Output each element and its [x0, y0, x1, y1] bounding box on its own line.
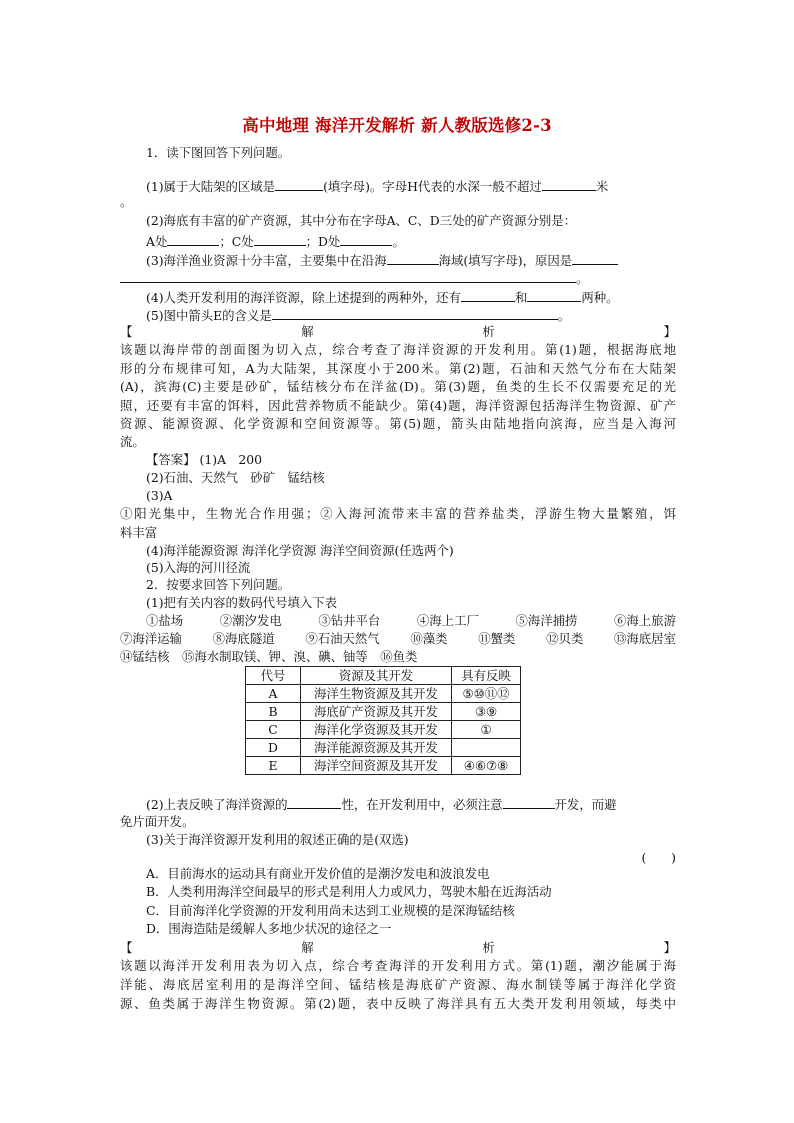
q2-part3: (3)关于海洋资源开发利用的叙述正确的是(双选) [146, 832, 409, 847]
q2-part2-text-b: 性，在开发利用中，必须注意 [341, 797, 503, 812]
q2-analysis-char-xi: 析 [482, 940, 495, 955]
q2-option-b: B．人类利用海洋空间最早的形式是利用人力或风力，驾驶木船在近海活动 [146, 884, 552, 899]
table-cell-code: C [246, 721, 301, 739]
q2-item-11: ⑪蟹类 [478, 631, 516, 646]
table-cell-reflect [452, 739, 521, 757]
q2-item-12: ⑫贝类 [546, 631, 584, 646]
q1-part3-text-b: 海域(填写字母)，原因是 [438, 253, 573, 268]
q1-part1-text-a: (1)属于大陆架的区域是 [146, 179, 276, 194]
q1-blank-arrow-e [272, 307, 558, 320]
q1-part2-blanks [146, 233, 676, 250]
q2-intro: 2．按要求回答下列问题。 [146, 577, 291, 592]
q1-part2-d-label: ；D处 [305, 234, 341, 249]
q2-item-8: ⑧海底隧道 [212, 631, 275, 646]
table-cell-code: D [246, 739, 301, 757]
table-cell-reflect: ⑤⑩⑪⑫ [452, 685, 521, 703]
q1-answer-3-reason-1: ①阳光集中，生物光合作用强；②入海河流带来丰富的营养盐类，浮游生物大量繁殖，饵 [120, 506, 676, 521]
q2-option-c: C．目前海洋化学资源的开发利用尚未达到工业规模的是深海锰结核 [146, 903, 515, 918]
q2-analysis-char-jie: 解 [301, 940, 314, 955]
table-cell-reflect: ④⑥⑦⑧ [452, 757, 521, 775]
q2-option-d: D．围海造陆是缓解人多地少状况的途径之一 [146, 921, 392, 936]
q1-part2-a-label: A处 [146, 234, 168, 249]
q2-option-a: A．目前海水的运动具有商业开发价值的是潮汐发电和波浪发电 [146, 866, 490, 881]
q1-part4-text-b: 和 [514, 290, 528, 305]
table-cell-code: B [246, 703, 301, 721]
table-row [246, 685, 521, 703]
q2-item-3: ③钻井平台 [318, 613, 381, 628]
q2-item-1: ①盐场 [146, 613, 184, 628]
resource-table [245, 666, 521, 775]
q1-blank-depth [542, 178, 596, 191]
q1-intro: 1．读下图回答下列问题。 [146, 145, 291, 160]
q1-analysis-line-5: 资源、能源资源、化学资源和空间资源等。第(5)题，箭头由陆地指向滨海，应当是入海河 [120, 416, 676, 431]
q1-part1-text-c: 米 [595, 179, 609, 194]
table-cell-resource: 海底矿产资源及其开发 [301, 703, 452, 721]
table-cell-resource: 海洋化学资源及其开发 [301, 721, 452, 739]
q1-blank-resource-2 [527, 289, 581, 302]
table-row [246, 757, 521, 775]
q1-blank-continental-shelf [275, 178, 323, 191]
q1-analysis-char-jie: 解 [301, 324, 314, 339]
q1-part2-c-label: ；C处 [219, 234, 254, 249]
q2-analysis-line-1: 该题以海洋开发利用表为切入点，综合考查海洋的开发利用方式。第(1)题，潮汐能属于海 [120, 958, 676, 973]
table-cell-code: E [246, 757, 301, 775]
q1-part3-text-a: (3)海洋渔业资源十分丰富，主要集中在沿海 [146, 253, 387, 268]
q1-analysis-line-1: 该题以海岸带的剖面图为切入点，综合考查了海洋资源的开发利用。第(1)题，根据海底地 [120, 342, 676, 357]
q2-part1: (1)把有关内容的数码代号填入下表 [146, 595, 338, 610]
q1-part1-end: 。 [120, 194, 133, 209]
table-row [246, 721, 521, 739]
q2-analysis-line-3: 源、鱼类属于海洋生物资源。第(2)题，表中反映了海洋具有五大类开发利用领域，每类中 [120, 996, 676, 1011]
q2-analysis-heading [120, 940, 676, 956]
q1-part1 [146, 178, 676, 195]
q1-part3 [146, 252, 676, 269]
q2-blank-property [287, 796, 341, 809]
q1-analysis-line-4: 照，还要有丰富的饵料，因此营养物质不能缺少。第(4)题，海洋资源包括海洋生物资源、矿产 [120, 398, 676, 413]
table-header-resource: 资源及其开发 [301, 667, 452, 685]
q1-part2: (2)海底有丰富的矿产资源，其中分布在字母A、C、D三处的矿产资源分别是： [146, 213, 577, 228]
q2-part2 [146, 796, 676, 813]
q2-item-7: ⑦海洋运输 [120, 631, 182, 646]
q2-items-row-3: ⑭锰结核 ⑮海水制取镁、钾、溴、碘、铀等 ⑯鱼类 [120, 649, 418, 664]
q1-part3-line2 [120, 270, 676, 287]
q1-part3-end: 。 [576, 271, 589, 286]
q1-part5 [146, 307, 676, 324]
q2-item-13: ⑬海底居室 [613, 631, 676, 646]
q2-analysis-line-2: 洋能、海底居室利用的是海洋空间、锰结核是海底矿产资源、海水制镁等属于海洋化学资 [120, 977, 676, 992]
q2-answer-bracket: ( ) [641, 850, 676, 865]
table-cell-resource: 海洋空间资源及其开发 [301, 757, 452, 775]
q1-part4-text-a: (4)人类开发利用的海洋资源，除上述提到的两种外，还有 [146, 290, 461, 305]
q1-analysis-heading [120, 324, 676, 340]
q1-part4 [146, 289, 676, 306]
q1-blank-resource-1 [461, 289, 515, 302]
q1-blank-c [254, 233, 306, 246]
q1-analysis-bracket-open: 【 [120, 324, 133, 339]
q2-analysis-bracket-open: 【 [120, 940, 133, 955]
table-cell-resource: 海洋能源资源及其开发 [301, 739, 452, 757]
table-row [246, 739, 521, 757]
table-header-code: 代号 [246, 667, 301, 685]
table-header-reflect: 具有反映 [452, 667, 521, 685]
q2-item-10: ⑩藻类 [410, 631, 448, 646]
q2-item-9: ⑨石油天然气 [305, 631, 380, 646]
q1-blank-reason-2 [120, 270, 576, 283]
page-title: 高中地理 海洋开发解析 新人教版选修2-3 [242, 116, 552, 135]
q1-part4-text-c: 两种。 [581, 290, 619, 305]
q1-blank-reason-1 [572, 252, 618, 265]
q1-part2-end: 。 [392, 234, 405, 249]
q1-answer-4: (4)海洋能源资源 海洋化学资源 海洋空间资源(任选两个) [146, 543, 454, 558]
q2-analysis-bracket-close: 】 [663, 940, 676, 955]
q2-item-4: ④海上工厂 [416, 613, 479, 628]
table-header-row [246, 667, 521, 685]
q1-answer-3: (3)A [146, 488, 173, 503]
q1-analysis-line-3: (A)，滨海(C)主要是砂矿，锰结核分布在洋盆(D)。第(3)题，鱼类的生长不仅需要充足的光 [120, 379, 676, 394]
q2-blank-development [503, 796, 555, 809]
q2-part2-end: 免片面开发。 [120, 814, 195, 829]
q1-answer-3-reason-2: 料丰富 [120, 525, 158, 540]
q2-part2-text-c: 开发，而避 [554, 797, 617, 812]
q2-part2-text-a: (2)上表反映了海洋资源的 [146, 797, 288, 812]
q1-analysis-line-6: 流。 [120, 434, 145, 449]
table-row [246, 703, 521, 721]
q2-items-row-2 [120, 631, 676, 647]
q1-analysis-char-xi: 析 [482, 324, 495, 339]
q2-items-row-1 [146, 613, 676, 629]
q1-answer-1 [146, 452, 676, 468]
q2-item-6: ⑥海上旅游 [614, 613, 676, 628]
table-cell-reflect: ① [452, 721, 521, 739]
q1-blank-fishery-area [387, 252, 439, 265]
q1-blank-a [167, 233, 219, 246]
table-cell-resource: 海洋生物资源及其开发 [301, 685, 452, 703]
q1-part5-end: 。 [557, 308, 571, 323]
q1-part5-text-a: (5)图中箭头E的含义是 [146, 308, 272, 323]
q2-item-2: ②潮汐发电 [219, 613, 282, 628]
q1-part1-text-b: (填字母)。字母H代表的水深一般不超过 [323, 179, 542, 194]
q2-item-5: ⑤海洋捕捞 [515, 613, 578, 628]
q1-analysis-bracket-close: 】 [663, 324, 676, 339]
q1-answer-label: 【答案】 [146, 452, 196, 467]
q1-answer-1-text: (1)A 200 [199, 452, 263, 467]
q1-answer-2: (2)石油、天然气 砂矿 锰结核 [146, 470, 325, 485]
q1-answer-5: (5)入海的河川径流 [146, 560, 251, 575]
q1-blank-d [340, 233, 392, 246]
q1-analysis-line-2: 形的分布规律可知，A为大陆架，其深度小于200米。第(2)题，石油和天然气分布在大陆架 [120, 361, 676, 376]
table-cell-reflect: ③⑨ [452, 703, 521, 721]
table-cell-code: A [246, 685, 301, 703]
